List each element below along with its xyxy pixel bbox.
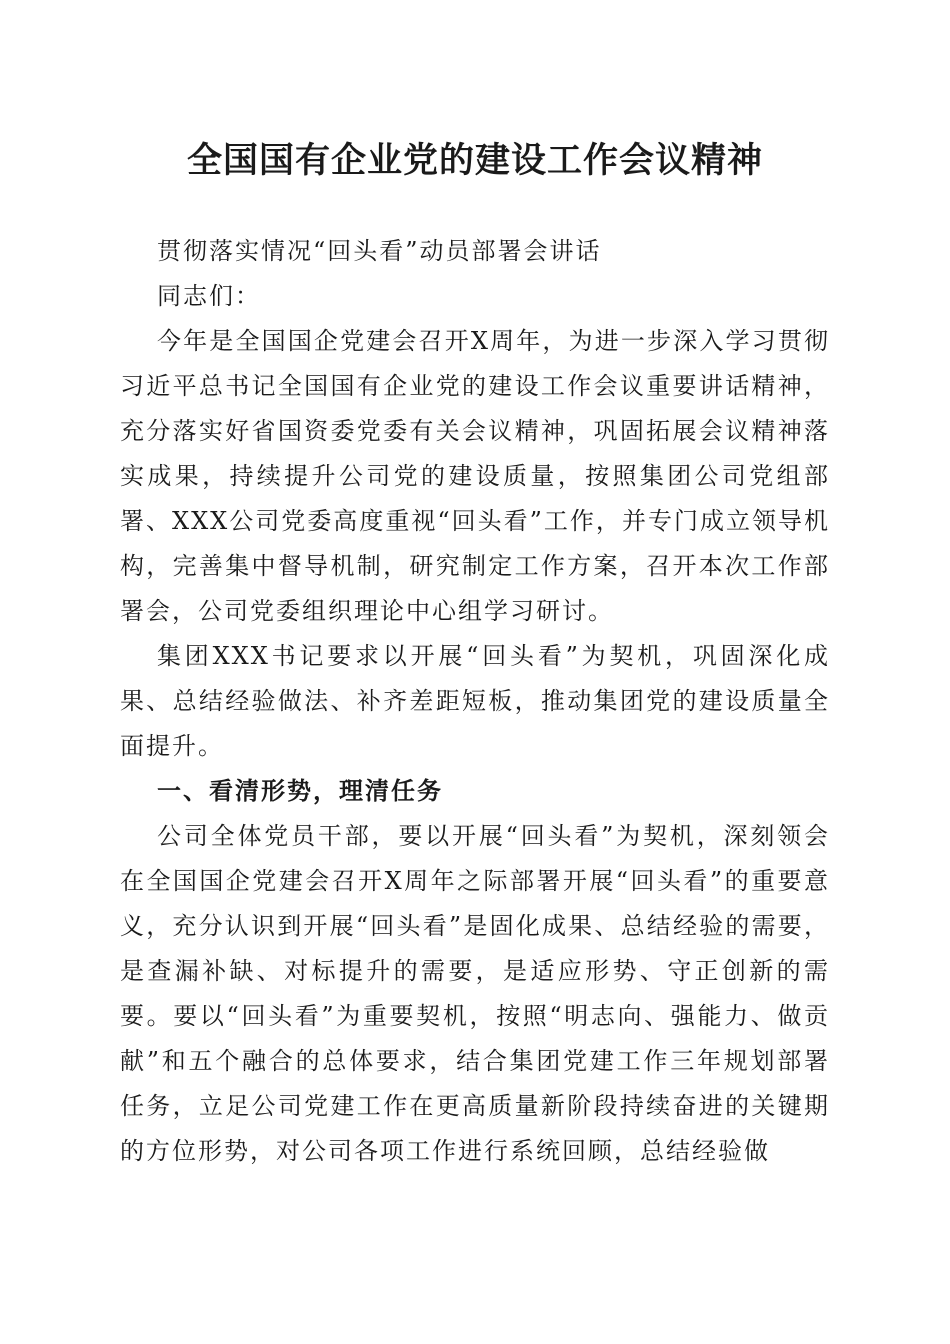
salutation: 同志们： — [157, 282, 261, 310]
document-body — [120, 229, 830, 1174]
paragraph-requirement: 集团XXX书记要求以开展“回头看”为契机，巩固深化成果、总结经验做法、补齐差距短板，推动集团党的建设质量全面提升。 — [120, 642, 830, 760]
section-paragraph: 公司全体党员干部，要以开展“回头看”为契机，深刻领会在全国国企党建会召开X周年之际部署开展“回头看”的重要意义，充分认识到开展“回头看”是固化成果、总结经验的需要，是查漏补缺、对标提升的需要，是适应形势、守正创新的需要。要以“回头看”为重要契机，按照“明志向、强能力、做贡献”和五个融合的总体要求，结合集团党建工作三年规划部署任务，立足公司党建工作在更高质量新阶段持续奋进的关键期的方位形势，对公司各项工作进行系统回顾，总结经验做 — [120, 822, 830, 1165]
document-title: 全国国有企业党的建设工作会议精神 — [186, 141, 763, 181]
section-heading: 一、看清形势，理清任务 — [157, 777, 443, 805]
paragraph-intro: 今年是全国国企党建会召开X周年，为进一步深入学习贯彻习近平总书记全国国有企业党的建设工作会议重要讲话精神，充分落实好省国资委党委有关会议精神，巩固拓展会议精神落实成果，持续提升公司党的建设质量，按照集团公司党组部署、XXX公司党委高度重视“回头看”工作，并专门成立领导机构，完善集中督导机制，研究制定工作方案，召开本次工作部署会，公司党委组织理论中心组学习研讨。 — [120, 327, 830, 625]
document-subtitle: 贯彻落实情况“回头看”动员部署会讲话 — [157, 237, 602, 265]
